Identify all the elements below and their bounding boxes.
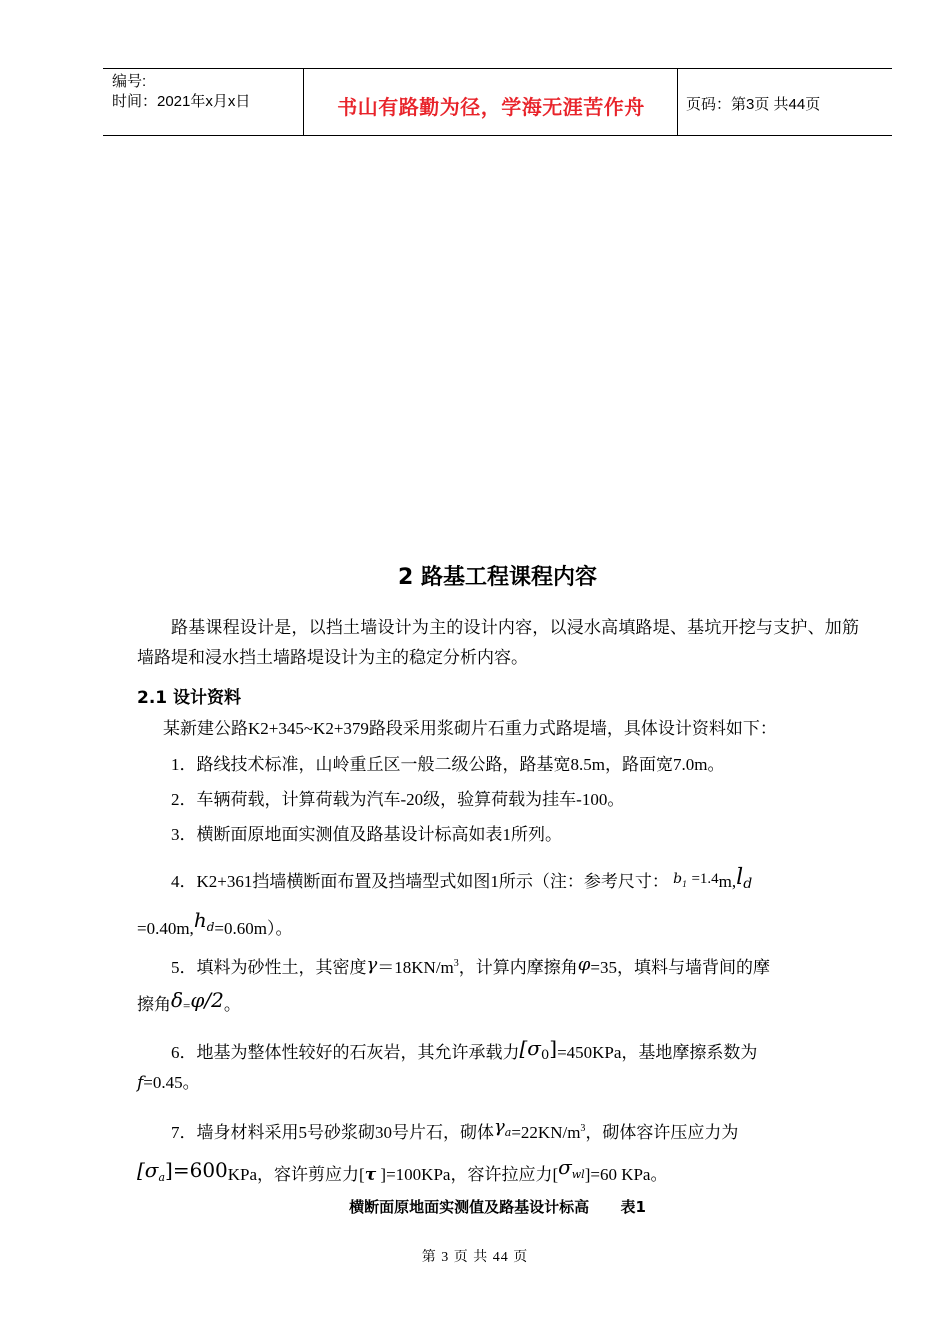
hd-value: =0.60m）。 xyxy=(214,919,293,938)
section-heading: 2.1 设计资料 xyxy=(137,688,242,708)
sigma-wl-letter: σ xyxy=(558,1155,572,1179)
item-4-text: 4．K2+361挡墙横断面布置及挡墙型式如图1所示（注：参考尺寸： xyxy=(171,872,669,891)
sigma0-bracket: ] xyxy=(549,1036,558,1060)
header-left-cell xyxy=(112,72,250,112)
item-6-text: 6．地基为整体性较好的石灰岩，其允许承载力 xyxy=(171,1043,520,1062)
compressive-text: ，砌体容许压应力为 xyxy=(585,1123,739,1142)
sigma-a-symbol xyxy=(137,1158,228,1182)
density-value: ＝18KN/m xyxy=(377,958,454,977)
sigma-symbol: [σ xyxy=(519,1036,541,1060)
l-subscript: d xyxy=(743,876,753,892)
sigma-wl-subscript: wl xyxy=(571,1168,585,1181)
h-subscript: d xyxy=(206,920,215,934)
density-exponent: 3 xyxy=(453,958,459,969)
item-5-line-1 xyxy=(171,952,770,980)
item-5-text: 5．填料为砂性土，其密度 xyxy=(171,958,367,977)
sigma-wl-symbol xyxy=(558,1155,585,1179)
sigma0-subscript: 0 xyxy=(540,1048,550,1063)
section-lead: 某新建公路K2+345~K2+379路段采用浆砌片石重力式路堤墙，具体设计资料如下： xyxy=(163,719,777,738)
item-7-text: 7．墙身材料采用5号砂浆砌30号片石，砌体 xyxy=(171,1123,494,1142)
table-caption: 横断面原地面实测值及路基设计标高 表1 xyxy=(349,1198,646,1216)
time-label: 时间：2021年x月x日 xyxy=(112,93,251,110)
gamma-a-symbol xyxy=(494,1116,511,1137)
phi-symbol: φ xyxy=(577,954,591,975)
ld-symbol xyxy=(736,865,752,890)
b-symbol: b xyxy=(673,871,683,887)
tensile-text: ]=100KPa，容许拉应力[ xyxy=(376,1165,559,1184)
ld-value: =0.40m, xyxy=(137,919,194,938)
sigma-a-subscript: a xyxy=(158,1171,166,1184)
friction-text: ，计算内摩擦角 xyxy=(458,958,578,977)
masonry-density: =22KN/m xyxy=(511,1123,581,1142)
item-5-line-2 xyxy=(137,988,241,1018)
gamma-a-letter: γ xyxy=(494,1116,505,1137)
gamma-symbol: γ xyxy=(366,954,378,975)
page-footer: 第 3 页 共 44 页 xyxy=(421,1250,529,1265)
l-symbol: l xyxy=(736,865,744,890)
equals-sign: = xyxy=(183,998,191,1013)
header-bottom-rule xyxy=(103,135,892,136)
item-7-line-1 xyxy=(171,1115,738,1145)
item-4-line-2 xyxy=(137,908,292,941)
item-5-end: 。 xyxy=(223,995,241,1014)
intro-text: 路基课程设计是，以挡土墙设计为主的设计内容，以浸水高填路堤、基坑开挖与支护、加筋墙路堤和浸水挡土墙路堤设计为主的稳定分析内容。 xyxy=(137,618,859,667)
tau-symbol: τ xyxy=(364,1165,377,1185)
item-7-line-2 xyxy=(137,1155,667,1190)
hd-symbol xyxy=(194,908,215,932)
phi-half: φ/2 xyxy=(190,988,224,1012)
delta-symbol: δ xyxy=(171,988,184,1012)
wall-friction-text: 擦角 xyxy=(137,995,171,1014)
b1-unit: m, xyxy=(718,872,737,891)
header-motto: 书山有路勤为径，学海无涯苦作舟 xyxy=(337,95,645,119)
tensile-value: ]=60 KPa。 xyxy=(584,1165,668,1184)
item-2: 2．车辆荷载，计算荷载为汽车-20级，验算荷载为挂车-100。 xyxy=(171,790,625,809)
sigma-a-letter: [σ xyxy=(137,1158,159,1182)
header-top-rule xyxy=(103,68,892,69)
gamma-a-subscript: a xyxy=(504,1126,512,1139)
item-3: 3．横断面原地面实测值及路基设计标高如表1所列。 xyxy=(171,825,562,844)
bearing-value: =450KPa，基地摩擦系数为 xyxy=(557,1043,758,1062)
item-6-line-2 xyxy=(137,1071,200,1095)
header-page-label: 页码：第3页 共44页 xyxy=(686,96,821,113)
item-6-line-1 xyxy=(171,1036,757,1068)
shear-text: KPa，容许剪应力[ xyxy=(227,1165,365,1184)
sigma-a-value: ]=600 xyxy=(165,1158,228,1182)
h-symbol: h xyxy=(193,908,207,932)
intro-paragraph xyxy=(137,613,859,673)
item-1: 1．路线技术标准，山岭重丘区一般二级公路，路基宽8.5m，路面宽7.0m。 xyxy=(171,755,725,774)
chapter-heading: 2 路基工程课程内容 xyxy=(398,565,597,590)
sigma0-symbol xyxy=(519,1036,558,1063)
masonry-exponent: 3 xyxy=(580,1123,586,1134)
b-subscript: 1 xyxy=(682,880,688,889)
b1-symbol xyxy=(673,871,687,887)
number-label: 编号: xyxy=(112,73,147,90)
b1-value: =1.4 xyxy=(691,871,719,887)
friction-value: =35，填料与墙背间的摩 xyxy=(590,958,770,977)
f-symbol: f xyxy=(137,1073,144,1093)
item-4-line-1 xyxy=(171,866,752,897)
friction-coefficient: =0.45。 xyxy=(143,1073,200,1092)
